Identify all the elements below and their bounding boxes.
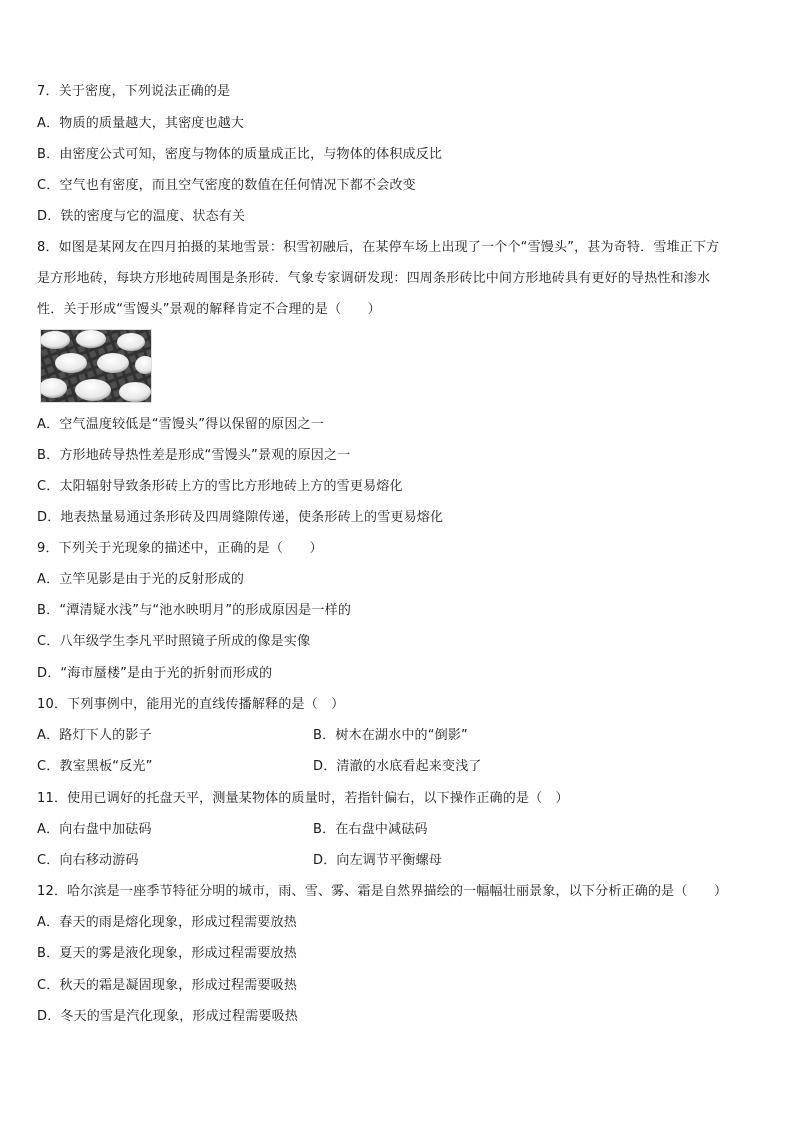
question-11-option-a[interactable]: A．向右盘中加砝码 bbox=[37, 822, 152, 837]
question-10-option-b[interactable]: B．树木在湖水中的“倒影” bbox=[313, 728, 468, 743]
question-11-stem: 11．使用已调好的托盘天平，测量某物体的质量时，若指针偏右，以下操作正确的是（ ） bbox=[37, 791, 569, 806]
question-8-option-c[interactable]: C．太阳辐射导致条形砖上方的雪比方形地砖上方的雪更易熔化 bbox=[37, 479, 403, 494]
question-7-stem: 7．关于密度，下列说法正确的是 bbox=[37, 84, 231, 99]
question-10-stem: 10．下列事例中，能用光的直线传播解释的是（ ） bbox=[37, 697, 345, 712]
question-11-option-d[interactable]: D．向左调节平衡螺母 bbox=[313, 853, 443, 868]
question-11-option-c[interactable]: C．向右移动游码 bbox=[37, 853, 139, 868]
question-7-option-d[interactable]: D．铁的密度与它的温度、状态有关 bbox=[37, 209, 246, 224]
question-10-option-a[interactable]: A．路灯下人的影子 bbox=[37, 728, 152, 743]
question-9-stem: 9．下列关于光现象的描述中，正确的是（ ） bbox=[37, 541, 323, 556]
question-9-option-c[interactable]: C．八年级学生李凡平时照镜子所成的像是实像 bbox=[37, 634, 311, 649]
snow-mounds-photo bbox=[40, 329, 152, 403]
question-7-option-b[interactable]: B．由密度公式可知，密度与物体的质量成正比，与物体的体积成反比 bbox=[37, 147, 443, 162]
question-9-option-a[interactable]: A．立竿见影是由于光的反射形成的 bbox=[37, 572, 245, 587]
question-11-option-b[interactable]: B．在右盘中减砝码 bbox=[313, 822, 428, 837]
question-12-option-c[interactable]: C．秋天的霜是凝固现象，形成过程需要吸热 bbox=[37, 978, 298, 993]
question-8-option-d[interactable]: D．地表热量易通过条形砖及四周缝隙传递，使条形砖上的雪更易熔化 bbox=[37, 510, 444, 525]
question-12-stem: 12．哈尔滨是一座季节特征分明的城市，雨、雪、雾、霜是自然界描绘的一幅幅壮丽景象，以下分析正确的是（ ） bbox=[37, 884, 728, 899]
question-9-option-d[interactable]: D．“海市蜃楼”是由于光的折射而形成的 bbox=[37, 666, 273, 681]
question-8-option-a[interactable]: A．空气温度较低是“雪馒头”得以保留的原因之一 bbox=[37, 417, 324, 432]
question-12-option-b[interactable]: B．夏天的雾是液化现象，形成过程需要放热 bbox=[37, 946, 297, 961]
question-9-option-b[interactable]: B．“潭清疑水浅”与“池水映明月”的形成原因是一样的 bbox=[37, 603, 352, 618]
question-12-option-a[interactable]: A．春天的雨是熔化现象，形成过程需要放热 bbox=[37, 915, 297, 930]
question-8-stem-line-1: 8．如图是某网友在四月拍摄的某地雪景：积雪初融后，在某停车场上出现了一个个“雪馒头”，甚为奇特．雪堆正下方 bbox=[37, 240, 720, 255]
question-10-option-c[interactable]: C．教室黑板“反光” bbox=[37, 759, 153, 774]
question-7-option-a[interactable]: A．物质的质量越大，其密度也越大 bbox=[37, 116, 245, 131]
question-7-option-c[interactable]: C．空气也有密度，而且空气密度的数值在任何情况下都不会改变 bbox=[37, 178, 416, 193]
question-8-stem-line-3: 性．关于形成“雪馒头”景观的解释肯定不合理的是（ ） bbox=[37, 302, 381, 317]
question-10-option-d[interactable]: D．清澈的水底看起来变浅了 bbox=[313, 759, 482, 774]
question-8-option-b[interactable]: B．方形地砖导热性差是形成“雪馒头”景观的原因之一 bbox=[37, 448, 351, 463]
question-12-option-d[interactable]: D．冬天的雪是汽化现象，形成过程需要吸热 bbox=[37, 1009, 299, 1024]
question-8-stem-line-2: 是方形地砖，每块方形地砖周围是条形砖．气象专家调研发现：四周条形砖比中间方形地砖具有更好的导热性和渗水 bbox=[37, 271, 711, 286]
